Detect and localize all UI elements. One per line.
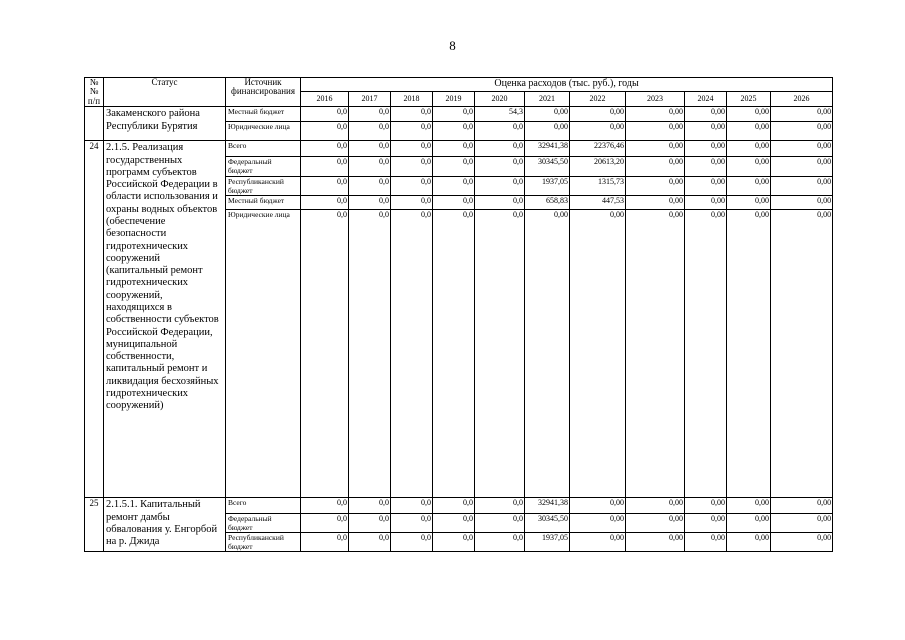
- value-cell: 0,0: [349, 122, 391, 141]
- year-header: 2021: [525, 92, 570, 107]
- value-cell: 0,0: [475, 122, 525, 141]
- value-cell: 20613,20: [570, 157, 626, 177]
- funding-source: Республиканский бюджет: [226, 177, 301, 196]
- value-cell: 0,0: [391, 498, 433, 514]
- value-cell: 0,00: [727, 141, 771, 157]
- value-cell: 0,0: [475, 533, 525, 552]
- value-cell: 0,00: [685, 498, 727, 514]
- value-cell: 0,0: [301, 196, 349, 210]
- funding-source: Федеральный бюджет: [226, 514, 301, 533]
- page-number: 8: [449, 38, 456, 53]
- value-cell: 0,0: [349, 157, 391, 177]
- table-row: [85, 498, 833, 514]
- value-cell: 0,00: [685, 514, 727, 533]
- value-cell: 1937,05: [525, 533, 570, 552]
- year-header: 2026: [771, 92, 833, 107]
- value-cell: 0,00: [727, 157, 771, 177]
- value-cell: 0,0: [301, 533, 349, 552]
- value-cell: 0,00: [727, 107, 771, 122]
- status-cell: 2.1.5. Реализация государственных программ субъектов Российской Федерации в области использования и охраны водных объектов (обеспечение безопасности гидротехнических сооружений (капитальный ремонт гидротехнических сооружений, находящихся в собственности субъектов Российской Федерации, муниципальной собственности, капитальный ремонт и ликвидация бесхозяйных гидротехнических сооружений): [104, 141, 226, 498]
- header-source: Источник финансирования: [226, 78, 301, 107]
- row-number: [85, 107, 104, 141]
- year-header: 2019: [433, 92, 475, 107]
- value-cell: 1315,73: [570, 177, 626, 196]
- year-header: 2023: [626, 92, 685, 107]
- value-cell: 0,0: [301, 122, 349, 141]
- value-cell: 0,0: [349, 177, 391, 196]
- value-cell: 0,0: [349, 196, 391, 210]
- value-cell: 0,0: [391, 107, 433, 122]
- value-cell: 0,00: [626, 533, 685, 552]
- value-cell: 0,0: [301, 107, 349, 122]
- row-number: 25: [85, 498, 104, 552]
- value-cell: 0,00: [685, 177, 727, 196]
- status-cell: 2.1.5.1. Капитальный ремонт дамбы обвалования у. Енгорбой на р. Джида: [104, 498, 226, 552]
- value-cell: 0,0: [301, 514, 349, 533]
- value-cell: 0,00: [771, 498, 833, 514]
- value-cell: 0,0: [349, 141, 391, 157]
- value-cell: 0,0: [349, 533, 391, 552]
- value-cell: 0,0: [433, 533, 475, 552]
- value-cell: 0,0: [391, 177, 433, 196]
- value-cell: 0,00: [626, 157, 685, 177]
- year-header: 2020: [475, 92, 525, 107]
- value-cell: 0,0: [475, 141, 525, 157]
- value-cell: 0,00: [727, 210, 771, 498]
- value-cell: 0,00: [771, 107, 833, 122]
- value-cell: 22376,46: [570, 141, 626, 157]
- value-cell: 30345,50: [525, 514, 570, 533]
- value-cell: 0,0: [433, 196, 475, 210]
- value-cell: 0,0: [349, 498, 391, 514]
- value-cell: 0,00: [685, 107, 727, 122]
- table-row: [85, 141, 833, 157]
- funding-source: Юридические лица: [226, 122, 301, 141]
- value-cell: 54,3: [475, 107, 525, 122]
- value-cell: 0,0: [475, 177, 525, 196]
- year-header: 2018: [391, 92, 433, 107]
- value-cell: 0,0: [301, 141, 349, 157]
- value-cell: 0,00: [626, 210, 685, 498]
- value-cell: 0,00: [570, 514, 626, 533]
- year-header: 2024: [685, 92, 727, 107]
- value-cell: 0,00: [626, 107, 685, 122]
- value-cell: 0,00: [626, 177, 685, 196]
- value-cell: 0,0: [301, 210, 349, 498]
- value-cell: 0,0: [433, 141, 475, 157]
- value-cell: 0,0: [475, 157, 525, 177]
- value-cell: 658,83: [525, 196, 570, 210]
- value-cell: 0,00: [685, 533, 727, 552]
- value-cell: 0,00: [727, 533, 771, 552]
- value-cell: 0,0: [433, 177, 475, 196]
- header-status: Статус: [104, 78, 226, 107]
- value-cell: 0,00: [771, 157, 833, 177]
- value-cell: 30345,50: [525, 157, 570, 177]
- value-cell: 0,00: [570, 107, 626, 122]
- value-cell: 0,0: [391, 196, 433, 210]
- value-cell: 0,0: [433, 210, 475, 498]
- value-cell: 0,0: [391, 141, 433, 157]
- value-cell: 0,00: [626, 498, 685, 514]
- value-cell: 0,0: [475, 498, 525, 514]
- value-cell: 0,00: [771, 514, 833, 533]
- value-cell: 0,00: [685, 196, 727, 210]
- value-cell: 0,00: [771, 122, 833, 141]
- header-estimate-title: Оценка расходов (тыс. руб.), годы: [301, 78, 833, 92]
- value-cell: 0,00: [685, 122, 727, 141]
- funding-source: Всего: [226, 141, 301, 157]
- value-cell: 0,00: [727, 177, 771, 196]
- value-cell: 0,0: [475, 514, 525, 533]
- value-cell: 447,53: [570, 196, 626, 210]
- funding-source: Республиканский бюджет: [226, 533, 301, 552]
- value-cell: 0,0: [349, 210, 391, 498]
- value-cell: 0,00: [626, 514, 685, 533]
- value-cell: 0,00: [771, 177, 833, 196]
- value-cell: 0,00: [570, 122, 626, 141]
- value-cell: 0,00: [570, 210, 626, 498]
- funding-source: Всего: [226, 498, 301, 514]
- value-cell: 0,0: [349, 514, 391, 533]
- value-cell: 0,00: [685, 157, 727, 177]
- value-cell: 0,0: [433, 157, 475, 177]
- value-cell: 0,00: [771, 533, 833, 552]
- value-cell: 32941,38: [525, 498, 570, 514]
- header-num: № № п/п: [85, 78, 104, 107]
- value-cell: 0,00: [525, 122, 570, 141]
- expenditure-table: [84, 77, 833, 552]
- year-header: 2022: [570, 92, 626, 107]
- value-cell: 1937,05: [525, 177, 570, 196]
- value-cell: 0,00: [771, 210, 833, 498]
- value-cell: 0,00: [771, 141, 833, 157]
- table-row: [85, 107, 833, 122]
- funding-source: Юридические лица: [226, 210, 301, 498]
- value-cell: 0,0: [301, 157, 349, 177]
- value-cell: 0,00: [626, 122, 685, 141]
- value-cell: 0,0: [391, 210, 433, 498]
- funding-source: Федеральный бюджет: [226, 157, 301, 177]
- value-cell: 0,00: [771, 196, 833, 210]
- year-header: 2016: [301, 92, 349, 107]
- value-cell: 0,00: [727, 196, 771, 210]
- value-cell: 32941,38: [525, 141, 570, 157]
- value-cell: 0,00: [626, 141, 685, 157]
- status-cell: Закаменского района Республики Бурятия: [104, 107, 226, 141]
- value-cell: 0,00: [626, 196, 685, 210]
- value-cell: 0,0: [301, 177, 349, 196]
- year-header: 2025: [727, 92, 771, 107]
- value-cell: 0,00: [525, 107, 570, 122]
- value-cell: 0,0: [433, 122, 475, 141]
- value-cell: 0,00: [525, 210, 570, 498]
- value-cell: 0,0: [433, 514, 475, 533]
- value-cell: 0,0: [391, 533, 433, 552]
- value-cell: 0,00: [685, 210, 727, 498]
- value-cell: 0,0: [349, 107, 391, 122]
- value-cell: 0,00: [570, 533, 626, 552]
- value-cell: 0,00: [727, 498, 771, 514]
- value-cell: 0,0: [391, 514, 433, 533]
- value-cell: 0,00: [727, 122, 771, 141]
- value-cell: 0,0: [391, 157, 433, 177]
- row-number: 24: [85, 141, 104, 498]
- value-cell: 0,0: [433, 498, 475, 514]
- value-cell: 0,0: [475, 196, 525, 210]
- value-cell: 0,0: [301, 498, 349, 514]
- funding-source: Местный бюджет: [226, 107, 301, 122]
- value-cell: 0,00: [727, 514, 771, 533]
- value-cell: 0,0: [475, 210, 525, 498]
- value-cell: 0,00: [685, 141, 727, 157]
- value-cell: 0,0: [391, 122, 433, 141]
- year-header: 2017: [349, 92, 391, 107]
- value-cell: 0,00: [570, 498, 626, 514]
- funding-source: Местный бюджет: [226, 196, 301, 210]
- value-cell: 0,0: [433, 107, 475, 122]
